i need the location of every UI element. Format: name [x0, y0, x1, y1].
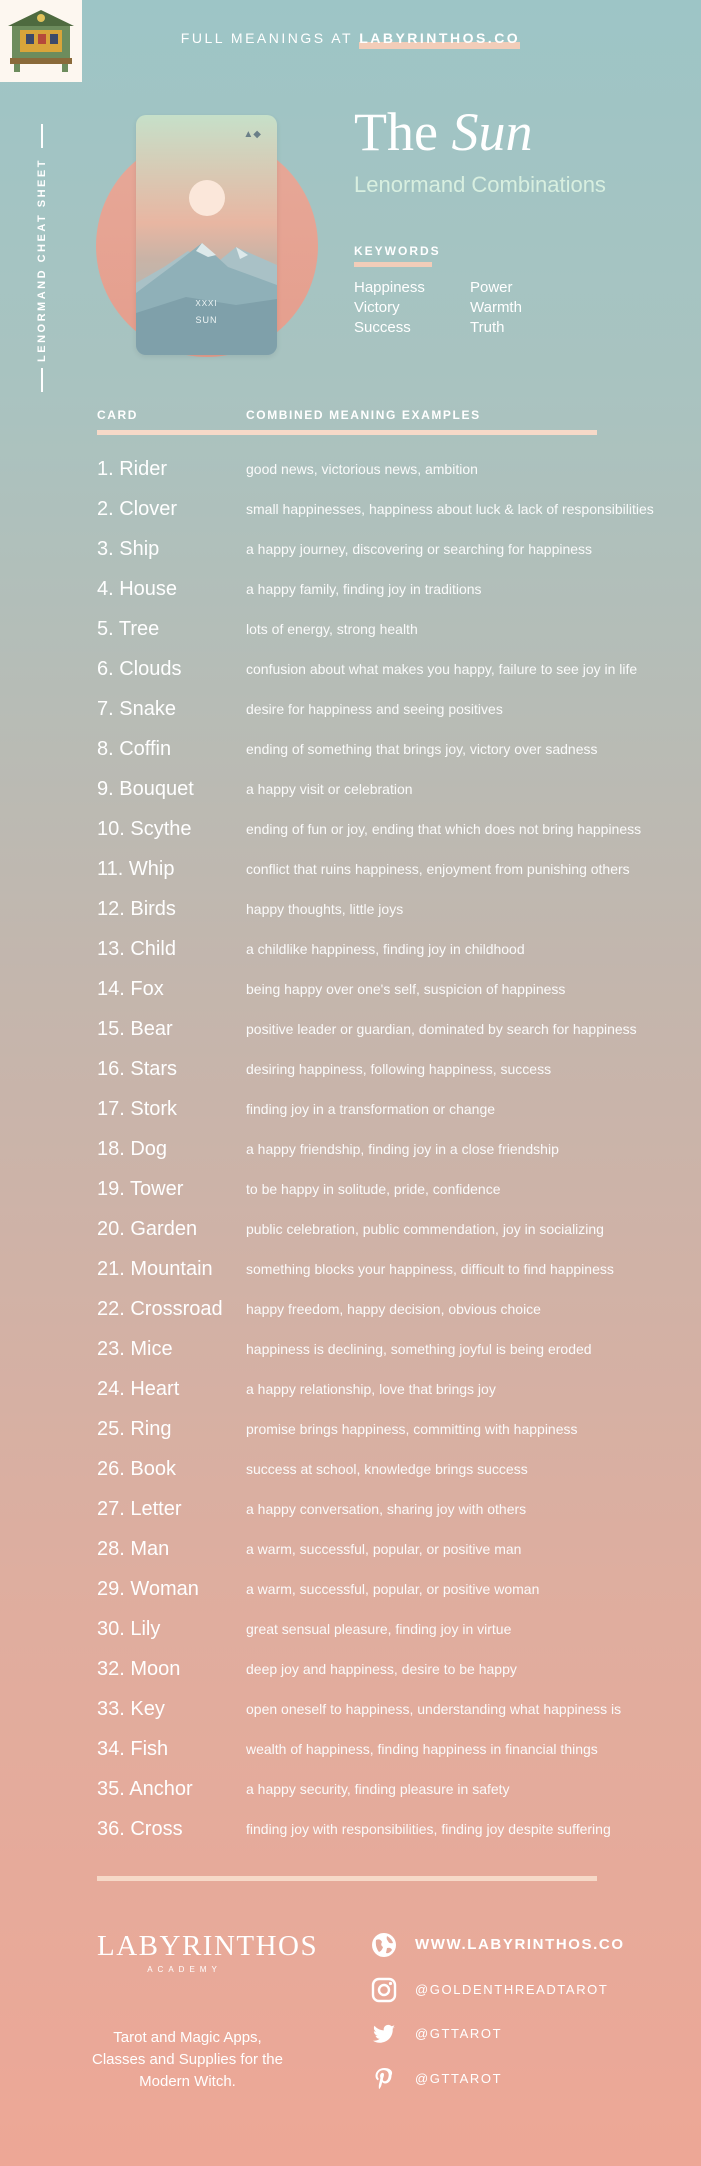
keyword: Success — [354, 319, 411, 336]
meaning-cell: something blocks your happiness, difficult to find happiness — [246, 1261, 614, 1277]
card-name-cell: 19. Tower — [97, 1178, 184, 1200]
meaning-cell: a warm, successful, popular, or positive man — [246, 1541, 522, 1557]
card-name-cell: 13. Child — [97, 938, 176, 960]
card-name-cell: 5. Tree — [97, 618, 160, 640]
meaning-cell: happiness is declining, something joyful is being eroded — [246, 1341, 592, 1357]
table-row — [97, 1689, 697, 1729]
keyword: Victory — [354, 299, 400, 316]
table-row — [97, 1729, 697, 1769]
meaning-cell: a warm, successful, popular, or positive woman — [246, 1581, 540, 1597]
card-name-cell: 14. Fox — [97, 978, 164, 1000]
meaning-cell: a happy relationship, love that brings joy — [246, 1381, 496, 1397]
keywords-column-2 — [470, 278, 522, 338]
table-row — [97, 1089, 697, 1129]
table-row — [97, 1409, 697, 1449]
instagram-label: @GOLDENTHREADTAROT — [415, 1982, 609, 1997]
meaning-cell: ending of something that brings joy, victory over sadness — [246, 741, 598, 757]
keyword: Truth — [470, 319, 505, 336]
table-row — [97, 609, 697, 649]
pinterest-icon — [370, 2065, 398, 2093]
card-name-cell: 1. Rider — [97, 458, 168, 480]
card-name-cell: 34. Fish — [97, 1738, 169, 1760]
table-row — [97, 569, 697, 609]
meaning-cell: finding joy with responsibilities, finding joy despite suffering — [246, 1821, 611, 1837]
page-subtitle: Lenormand Combinations — [354, 172, 606, 197]
table-row — [97, 689, 697, 729]
table-row — [97, 929, 697, 969]
table-top-divider — [97, 430, 597, 435]
keywords-heading: KEYWORDS — [354, 244, 441, 258]
twitter-link[interactable] — [370, 2019, 670, 2049]
card-name-cell: 25. Ring — [97, 1418, 172, 1440]
brand-subname: ACADEMY — [147, 1965, 222, 1974]
card-name-cell: 28. Man — [97, 1538, 170, 1560]
table-row — [97, 969, 697, 1009]
meaning-cell: promise brings happiness, committing with happiness — [246, 1421, 578, 1437]
table-row — [97, 1009, 697, 1049]
table-row — [97, 729, 697, 769]
card-name-cell: 8. Coffin — [97, 738, 172, 760]
meaning-cell: to be happy in solitude, pride, confidence — [246, 1181, 501, 1197]
page-title — [354, 100, 532, 164]
card-suit-symbol: ▲◆ — [243, 129, 261, 140]
meaning-cell: open oneself to happiness, understanding what happiness is — [246, 1701, 622, 1717]
meaning-cell: a happy security, finding pleasure in safety — [246, 1781, 510, 1797]
table-bottom-divider — [97, 1876, 597, 1881]
sidebar-label — [36, 124, 48, 392]
table-row — [97, 1529, 697, 1569]
card-name-cell: 33. Key — [97, 1698, 165, 1720]
sun-card-illustration — [136, 115, 277, 355]
meaning-cell: a happy family, finding joy in traditions — [246, 581, 482, 597]
column-header-card: CARD — [97, 408, 139, 422]
footer-brand-logo[interactable] — [97, 1930, 319, 1974]
meaning-cell: confusion about what makes you happy, failure to see joy in life — [246, 661, 638, 677]
keyword: Happiness — [354, 279, 425, 296]
meaning-cell: ending of fun or joy, ending that which does not bring happiness — [246, 821, 642, 837]
footer-tagline: Tarot and Magic Apps, Classes and Supplies for the Modern Witch. — [92, 2029, 283, 2090]
meaning-cell: success at school, knowledge brings success — [246, 1461, 528, 1477]
meaning-cell: lots of energy, strong health — [246, 621, 418, 637]
card-name-cell: 11. Whip — [97, 858, 175, 880]
pinterest-link[interactable] — [370, 2064, 670, 2094]
card-number: XXXI — [195, 299, 218, 308]
table-row — [97, 529, 697, 569]
table-row — [97, 809, 697, 849]
meaning-cell: happy freedom, happy decision, obvious choice — [246, 1301, 541, 1317]
meaning-cell: desiring happiness, following happiness, success — [246, 1061, 552, 1077]
table-row — [97, 1049, 697, 1089]
table-row — [97, 1489, 697, 1529]
meaning-cell: a happy conversation, sharing joy with others — [246, 1501, 527, 1517]
card-name-cell: 26. Book — [97, 1458, 176, 1480]
card-name: SUN — [195, 315, 218, 325]
table-row — [97, 769, 697, 809]
meaning-cell: positive leader or guardian, dominated by search for happiness — [246, 1021, 637, 1037]
meaning-cell: deep joy and happiness, desire to be happy — [246, 1661, 517, 1677]
globe-icon — [370, 1931, 398, 1959]
meaning-cell: a happy friendship, finding joy in a close friendship — [246, 1141, 559, 1157]
card-name-cell: 23. Mice — [97, 1338, 173, 1360]
brand-name: LABYRINTHOS — [97, 1930, 319, 1962]
table-row — [97, 1809, 697, 1849]
keywords-underline — [354, 262, 432, 267]
card-name-cell: 30. Lily — [97, 1618, 161, 1640]
table-row — [97, 849, 697, 889]
card-name-cell: 7. Snake — [97, 698, 176, 720]
card-name-cell: 15. Bear — [97, 1018, 173, 1040]
meaning-cell: a happy journey, discovering or searching for happiness — [246, 541, 593, 557]
card-name-cell: 9. Bouquet — [97, 778, 194, 800]
table-row — [97, 1209, 697, 1249]
meaning-cell: happy thoughts, little joys — [246, 901, 404, 917]
card-name-cell: 27. Letter — [97, 1498, 182, 1520]
table-row — [97, 1369, 697, 1409]
meaning-cell: being happy over one's self, suspicion of happiness — [246, 981, 566, 997]
keyword: Warmth — [470, 299, 522, 316]
card-name-cell: 3. Ship — [97, 538, 160, 560]
card-name-cell: 6. Clouds — [97, 658, 182, 680]
meaning-cell: great sensual pleasure, finding joy in virtue — [246, 1621, 512, 1637]
sidebar-divider-top — [41, 124, 43, 148]
table-row — [97, 1249, 697, 1289]
title-the: The — [354, 102, 452, 162]
twitter-icon — [370, 2020, 398, 2048]
meaning-cell: good news, victorious news, ambition — [246, 461, 478, 477]
card-name-cell: 10. Scythe — [97, 818, 192, 840]
instagram-link[interactable] — [370, 1975, 670, 2005]
header-prefix: FULL MEANINGS AT — [180, 30, 360, 46]
meaning-cell: a happy visit or celebration — [246, 781, 413, 797]
table-row — [97, 889, 697, 929]
card-name-cell: 17. Stork — [97, 1098, 178, 1120]
title-card-name: Sun — [451, 102, 533, 162]
table-row — [97, 649, 697, 689]
table-row — [97, 449, 697, 489]
sidebar-divider-bottom — [41, 368, 43, 392]
table-row — [97, 489, 697, 529]
twitter-label: @GTTAROT — [415, 2026, 503, 2041]
card-name-cell: 24. Heart — [97, 1378, 180, 1400]
keyword: Power — [470, 279, 513, 296]
website-link[interactable] — [370, 1930, 670, 1960]
card-name-cell: 21. Mountain — [97, 1258, 213, 1280]
meaning-cell: a childlike happiness, finding joy in childhood — [246, 941, 525, 957]
instagram-icon — [370, 1976, 398, 2004]
meaning-cell: desire for happiness and seeing positives — [246, 701, 503, 717]
card-name-cell: 32. Moon — [97, 1658, 181, 1680]
table-row — [97, 1169, 697, 1209]
card-name-cell: 29. Woman — [97, 1578, 199, 1600]
header-site-link[interactable]: LABYRINTHOS.CO — [359, 30, 521, 46]
card-name-cell: 36. Cross — [97, 1818, 183, 1840]
card-name-cell: 22. Crossroad — [97, 1298, 223, 1320]
card-name-cell: 20. Garden — [97, 1218, 198, 1240]
meaning-cell: finding joy in a transformation or change — [246, 1101, 496, 1117]
table-row — [97, 1769, 697, 1809]
meaning-cell: conflict that ruins happiness, enjoyment from punishing others — [246, 861, 630, 877]
sidebar-label-text: LENORMAND CHEAT SHEET — [36, 158, 48, 362]
meaning-cell: public celebration, public commendation, joy in socializing — [246, 1221, 604, 1237]
table-row — [97, 1449, 697, 1489]
meaning-cell: wealth of happiness, finding happiness in financial things — [246, 1741, 598, 1757]
header-link[interactable] — [0, 30, 701, 46]
card-name-cell: 12. Birds — [97, 898, 176, 920]
card-name-cell: 35. Anchor — [97, 1778, 193, 1800]
card-name-cell: 4. House — [97, 578, 178, 600]
meaning-cell: small happinesses, happiness about luck & lack of responsibilities — [246, 501, 654, 517]
card-name-cell: 16. Stars — [97, 1058, 178, 1080]
website-label: WWW.LABYRINTHOS.CO — [415, 1936, 625, 1953]
table-row — [97, 1569, 697, 1609]
card-name-cell: 18. Dog — [97, 1138, 168, 1160]
pinterest-label: @GTTAROT — [415, 2071, 503, 2086]
card-name-cell: 2. Clover — [97, 498, 178, 520]
column-header-meaning: COMBINED MEANING EXAMPLES — [246, 408, 481, 422]
table-row — [97, 1329, 697, 1369]
table-row — [97, 1609, 697, 1649]
table-row — [97, 1289, 697, 1329]
table-row — [97, 1649, 697, 1689]
keywords-column-1 — [354, 278, 425, 338]
table-row — [97, 1129, 697, 1169]
